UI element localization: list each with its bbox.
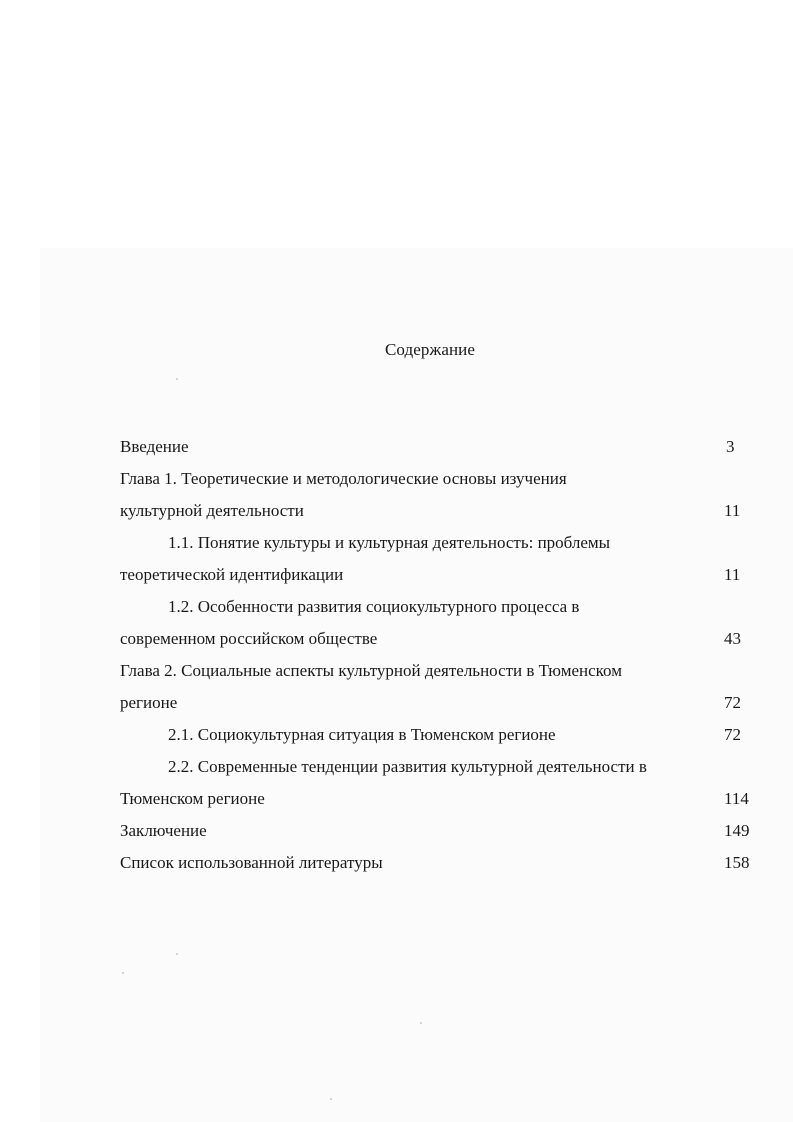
toc-entry-chapter-1-line-1: Глава 1. Теоретические и методологические основы изучения [120, 469, 567, 488]
page-title: Содержание [384, 340, 476, 359]
toc-entry-section-1-1-line-2: теоретической идентификации [120, 565, 344, 584]
toc-entry-bibliography-text: Список использованной литературы [120, 853, 383, 872]
toc-entry-section-1-2-line-2: современном российском обществе [120, 629, 378, 648]
toc-entry-chapter-1-line-2: культурной деятельности [120, 501, 304, 520]
toc-entry-section-2-1-line-1: 2.1. Социокультурная ситуация в Тюменском регионе [168, 725, 556, 744]
toc-entry-chapter-1-page: 11 [724, 501, 741, 520]
toc-entry-chapter-2-line-1: Глава 2. Социальные аспекты культурной деятельности в Тюменском [120, 661, 622, 680]
toc-entry-section-2-2-line-2: Тюменском регионе [120, 789, 265, 808]
toc-entry-chapter-2-page: 72 [724, 693, 741, 712]
toc-entry-conclusion-text: Заключение [120, 821, 207, 840]
toc-entry-section-2-2-page: 114 [724, 789, 749, 808]
toc-entry-intro-text: Введение [120, 437, 189, 456]
toc-entry-section-2-2-line-1: 2.2. Современные тенденции развития культурной деятельности в [168, 757, 647, 776]
toc-entry-section-1-2-line-1: 1.2. Особенности развития социокультурного процесса в [168, 597, 580, 616]
toc-entry-bibliography-page: 158 [724, 853, 750, 872]
toc-entry-section-1-2-page: 43 [724, 629, 741, 648]
toc-entry-section-2-1-page: 72 [724, 725, 741, 744]
toc-entry-conclusion-page: 149 [724, 821, 750, 840]
toc-entry-section-1-1-line-1: 1.1. Понятие культуры и культурная деятельность: проблемы [168, 533, 611, 552]
toc-entry-chapter-2-line-2: регионе [120, 693, 178, 712]
toc-entry-intro-page: 3 [726, 437, 735, 456]
toc-entry-section-1-1-page: 11 [724, 565, 741, 584]
